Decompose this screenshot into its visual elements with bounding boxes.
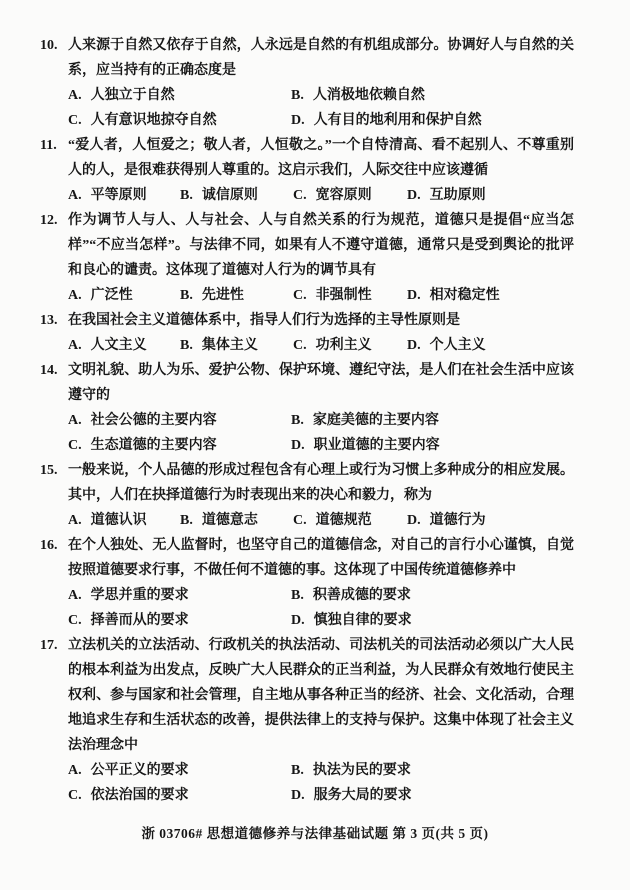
option-text: 先进性 <box>201 288 244 303</box>
option-label: D. <box>291 113 305 128</box>
option-a <box>68 583 291 608</box>
question-text: 立法机关的立法活动、行政机关的执法活动、司法机关的司法活动必须以广大人民的根本利益为出发点，反映广大人民群众的正当利益，为人民群众有效地行使民主权利、参与国家和社会管理，自主地从事各种正当的经济、社会、文化活动，合理地追求生存和生活状态的改善，提供法律上的支持与保护。这集中体现了社会主义法治理念中 <box>68 638 574 753</box>
option-c <box>68 108 291 133</box>
option-label: A. <box>68 413 82 428</box>
option-text: 执法为民的要求 <box>312 763 411 778</box>
option-d <box>407 283 574 308</box>
option-text: 择善而从的要求 <box>90 613 189 628</box>
question-12-options <box>68 283 574 308</box>
question-14-head <box>40 358 590 408</box>
option-label: D. <box>291 788 305 803</box>
option-b <box>291 83 574 108</box>
option-label: C. <box>68 113 82 128</box>
option-label: A. <box>68 88 82 103</box>
option-b <box>291 758 574 783</box>
option-label: B. <box>180 188 193 203</box>
option-text: 人有目的地利用和保护自然 <box>313 113 482 128</box>
question-11-head <box>40 133 590 183</box>
question-number: 15. <box>40 463 58 478</box>
option-text: 道德行为 <box>429 513 486 528</box>
option-label: A. <box>68 338 82 353</box>
option-d <box>407 183 574 208</box>
question-text: 文明礼貌、助人为乐、爱护公物、保护环境、遵纪守法，是人们在社会生活中应该遵守的 <box>68 363 574 403</box>
option-c <box>68 783 291 808</box>
question-17 <box>40 633 590 808</box>
option-label: B. <box>291 763 304 778</box>
question-text: “爱人者，人恒爱之；敬人者，人恒敬之。”一个自恃清高、看不起别人、不尊重别人的人，是很难获得别人尊重的。这启示我们，人际交往中应该遵循 <box>68 138 574 178</box>
option-label: C. <box>293 338 307 353</box>
option-b <box>180 183 293 208</box>
question-15 <box>40 458 590 533</box>
question-text: 一般来说，个人品德的形成过程包含有心理上或行为习惯上多种成分的相应发展。其中，人们在抉择道德行为时表现出来的决心和毅力，称为 <box>68 463 574 503</box>
option-text: 集体主义 <box>201 338 258 353</box>
question-12 <box>40 208 590 308</box>
option-a <box>68 758 291 783</box>
option-text: 依法治国的要求 <box>90 788 189 803</box>
option-text: 道德规范 <box>315 513 372 528</box>
option-text: 人文主义 <box>90 338 147 353</box>
option-label: D. <box>407 338 421 353</box>
question-number: 14. <box>40 363 58 378</box>
option-label: C. <box>68 613 82 628</box>
question-number: 17. <box>40 638 58 653</box>
page-footer: 浙 03706# 思想道德修养与法律基础试题 第 3 页(共 5 页) <box>141 826 489 841</box>
option-text: 人有意识地掠夺自然 <box>90 113 217 128</box>
option-d <box>407 508 574 533</box>
question-16 <box>40 533 590 633</box>
question-number: 13. <box>40 313 58 328</box>
question-15-head <box>40 458 590 508</box>
question-text: 人来源于自然又依存于自然，人永远是自然的有机组成部分。协调好人与自然的关系，应当持有的正确态度是 <box>68 38 574 78</box>
option-a <box>68 333 180 358</box>
option-label: D. <box>291 613 305 628</box>
question-10 <box>40 33 590 133</box>
option-text: 个人主义 <box>429 338 486 353</box>
question-text: 在我国社会主义道德体系中，指导人们行为选择的主导性原则是 <box>68 313 460 328</box>
option-text: 人独立于自然 <box>90 88 175 103</box>
option-text: 平等原则 <box>90 188 147 203</box>
question-10-options <box>68 83 574 133</box>
option-text: 公平正义的要求 <box>90 763 189 778</box>
option-a <box>68 283 180 308</box>
option-label: A. <box>68 588 82 603</box>
option-d <box>291 783 574 808</box>
question-13 <box>40 308 590 358</box>
option-d <box>291 608 574 633</box>
option-label: B. <box>180 338 193 353</box>
option-text: 广泛性 <box>90 288 133 303</box>
option-text: 道德意志 <box>201 513 258 528</box>
option-label: A. <box>68 188 82 203</box>
option-label: A. <box>68 513 82 528</box>
question-text: 在个人独处、无人监督时，也坚守自己的道德信念，对自己的言行小心谨慎，自觉按照道德要求行事，不做任何不道德的事。这体现了中国传统道德修养中 <box>68 538 574 578</box>
option-text: 慎独自律的要求 <box>313 613 412 628</box>
option-label: D. <box>407 188 421 203</box>
option-label: B. <box>291 88 304 103</box>
option-text: 生态道德的主要内容 <box>90 438 217 453</box>
option-text: 服务大局的要求 <box>313 788 412 803</box>
option-text: 积善成德的要求 <box>312 588 411 603</box>
option-label: A. <box>68 763 82 778</box>
option-a <box>68 408 291 433</box>
option-label: B. <box>180 513 193 528</box>
question-12-head <box>40 208 590 283</box>
option-label: D. <box>407 513 421 528</box>
option-c <box>293 183 407 208</box>
question-14 <box>40 358 590 458</box>
option-label: C. <box>293 513 307 528</box>
option-label: B. <box>291 413 304 428</box>
question-13-head <box>40 308 590 333</box>
option-label: C. <box>293 288 307 303</box>
question-number: 11. <box>40 138 57 153</box>
option-b <box>180 508 293 533</box>
option-b <box>180 333 293 358</box>
option-a <box>68 83 291 108</box>
option-text: 社会公德的主要内容 <box>90 413 217 428</box>
question-15-options <box>68 508 574 533</box>
question-14-options <box>68 408 574 458</box>
question-number: 16. <box>40 538 58 553</box>
option-label: A. <box>68 288 82 303</box>
option-b <box>291 408 574 433</box>
option-text: 道德认识 <box>90 513 147 528</box>
option-b <box>180 283 293 308</box>
option-text: 非强制性 <box>315 288 372 303</box>
question-13-options <box>68 333 574 358</box>
option-label: B. <box>291 588 304 603</box>
option-text: 学思并重的要求 <box>90 588 189 603</box>
option-c <box>68 433 291 458</box>
question-16-options <box>68 583 574 633</box>
option-a <box>68 183 180 208</box>
option-label: C. <box>68 788 82 803</box>
option-b <box>291 583 574 608</box>
option-d <box>291 108 574 133</box>
question-17-options <box>68 758 574 808</box>
option-text: 家庭美德的主要内容 <box>312 413 439 428</box>
question-17-head <box>40 633 590 758</box>
option-c <box>293 508 407 533</box>
option-text: 互助原则 <box>429 188 486 203</box>
question-10-head <box>40 33 590 83</box>
option-c <box>293 283 407 308</box>
option-label: D. <box>291 438 305 453</box>
question-number: 12. <box>40 213 58 228</box>
option-label: D. <box>407 288 421 303</box>
question-11-options <box>68 183 574 208</box>
option-d <box>291 433 574 458</box>
option-text: 诚信原则 <box>201 188 258 203</box>
question-text: 作为调节人与人、人与社会、人与自然关系的行为规范，道德只是提倡“应当怎样”“不应当怎样”。与法律不同，如果有人不遵守道德，通常只是受到舆论的批评和良心的谴责。这体现了道德对人行为的调节具有 <box>68 213 574 278</box>
option-d <box>407 333 574 358</box>
option-text: 人消极地依赖自然 <box>312 88 425 103</box>
option-label: C. <box>293 188 307 203</box>
option-label: C. <box>68 438 82 453</box>
option-text: 职业道德的主要内容 <box>313 438 440 453</box>
option-a <box>68 508 180 533</box>
option-label: B. <box>180 288 193 303</box>
option-text: 相对稳定性 <box>429 288 500 303</box>
question-16-head <box>40 533 590 583</box>
option-c <box>68 608 291 633</box>
option-text: 功利主义 <box>315 338 372 353</box>
option-c <box>293 333 407 358</box>
option-text: 宽容原则 <box>315 188 372 203</box>
question-number: 10. <box>40 38 58 53</box>
question-11 <box>40 133 590 208</box>
